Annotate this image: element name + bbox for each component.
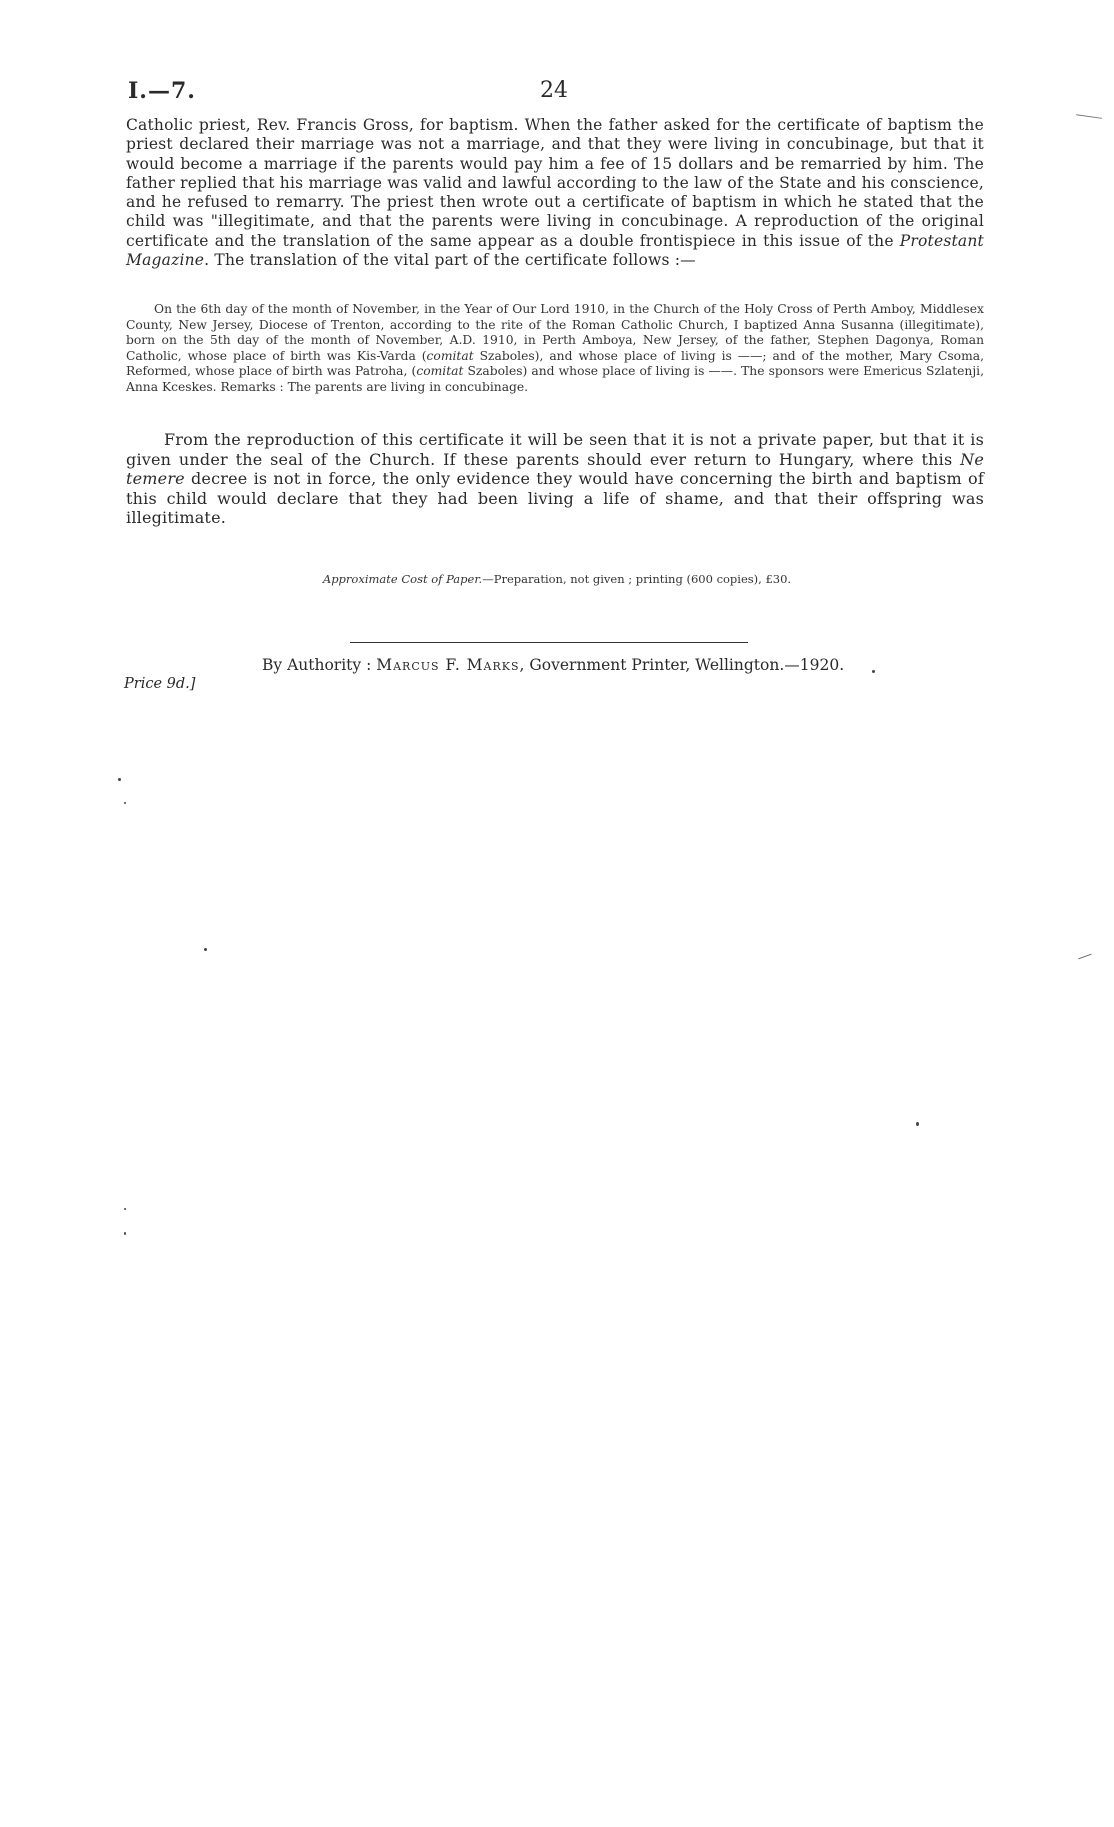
imprint-prefix: By Authority : [262, 656, 377, 674]
paragraph-1-text: Catholic priest, Rev. Francis Gross, for baptism. When the father asked for the certificate of baptism the priest declared their marriage was not a marriage, and that they were living in concubinage, but that it would become a marriage if the parents would pay him a fee of 15 dollars and be remarried by him. The father replied that his marriage was valid and lawful according to the law of the State and his conscience, and he refused to remarry. The priest then wrote out a certificate of baptism in which he stated that the child was "illegitimate, and that the parents were living in concubinage. A reproduction of the original certificate and the translation of the same appear as a double frontispiece in this issue of the [126, 116, 984, 250]
scan-speck [124, 1232, 126, 1235]
quote-part-2: 1910, in Perth Amboya, New Jersey, of the father, Stephen Dagonya, Roman Catholic, whose place of birth was Kis-Varda ( [126, 333, 984, 363]
quote-comitat-2: comitat [416, 364, 464, 378]
price-note: Price 9d.] [124, 676, 196, 692]
quote-part-1: On the 6th day of the month of November, in the Year of Our Lord 1910, in the Church of the Holy Cross of Perth Amboy, Middlesex County, New Jersey, Diocese of Trenton, according to the rite of the Roman Catholic Church, I baptized Anna Susanna (illegitimate), born on the 5th day of the month of November, [126, 302, 984, 347]
paragraph-2-part-1: From the reproduction of this certificate it will be seen that it is not a private paper, but that it is given under the seal of the Church. If these parents should ever return to Hungary, where this [126, 430, 984, 469]
scan-speck [124, 1208, 126, 1210]
certificate-translation [126, 302, 984, 395]
quote-part-4: Szaboles) and whose place of living is ——. The sponsors were Emericus Szlatenji, Anna Kceskes. Remarks : The parents are living in concubinage. [126, 364, 984, 394]
page-reference: I.—7. [128, 78, 196, 104]
scan-mark [1076, 114, 1102, 119]
quote-comitat-1: comitat [426, 348, 474, 363]
body-paragraph-2 [126, 430, 984, 528]
quote-part-3: Szaboles), and whose place of living is ——; and of the mother, Mary Csoma, Reformed, whose place of birth was Patroha, ( [126, 348, 984, 378]
decree-name: Ne temere [126, 449, 984, 488]
scan-speck [204, 948, 207, 951]
magazine-title: Protestant Magazine [126, 231, 984, 270]
scan-speck [118, 778, 121, 781]
page-number: 24 [540, 78, 568, 103]
printer-name: Marcus F. Marks [376, 656, 520, 674]
paragraph-1-ending: . The translation of the vital part of the certificate follows :— [204, 251, 696, 270]
scan-speck [916, 1122, 919, 1126]
scan-speck [124, 802, 126, 804]
divider-rule [350, 642, 748, 643]
cost-note [0, 572, 1114, 586]
scan-speck [872, 670, 875, 673]
cost-note-label: Approximate Cost of Paper. [322, 572, 483, 586]
printer-imprint [262, 656, 844, 674]
quote-ad: A.D. [449, 333, 476, 347]
body-paragraph-1 [126, 116, 984, 270]
scan-mark [1078, 954, 1092, 960]
imprint-suffix: , Government Printer, Wellington.—1920. [519, 656, 845, 674]
paragraph-2-part-2: decree is not in force, the only evidence they would have concerning the birth and baptism of this child would declare that they had been living a life of shame, and that their offspring was illegitimate. [126, 469, 984, 527]
cost-note-text: —Preparation, not given ; printing (600 copies), £30. [482, 572, 792, 586]
